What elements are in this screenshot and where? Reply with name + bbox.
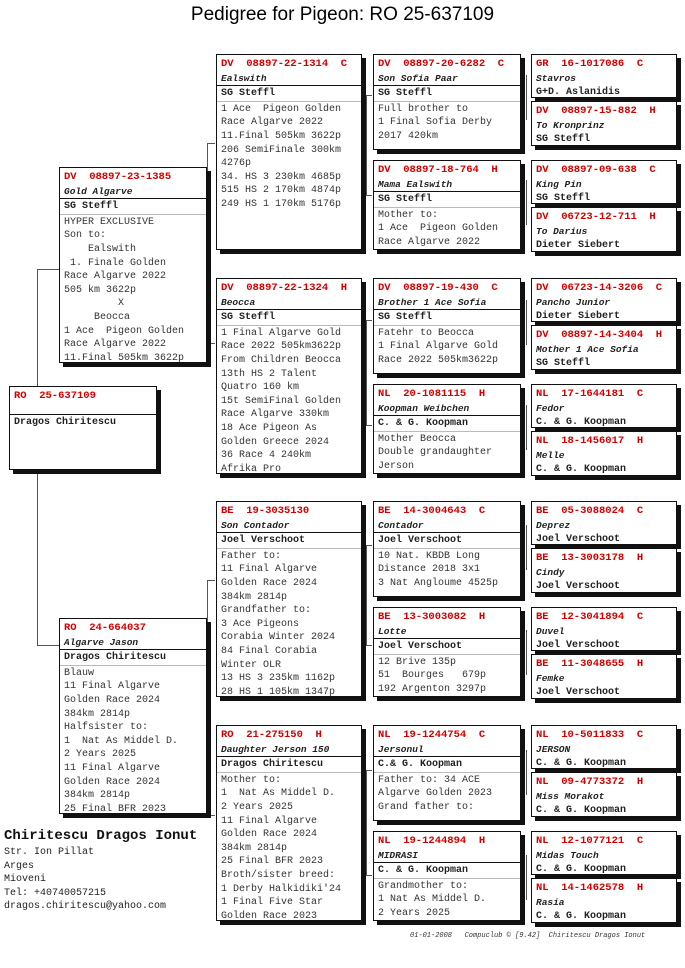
- connector: [526, 750, 527, 795]
- great-grandparent-card[interactable]: [373, 725, 521, 821]
- owner-name: Dragos Chiritescu: [10, 414, 156, 430]
- granddam-maternal-card[interactable]: [216, 725, 362, 921]
- owner-name: Joel Verschoot: [536, 687, 621, 699]
- ring-number: DV 08897-15-882 H: [536, 105, 656, 117]
- pigeon-name: Son Sofia Paar: [374, 72, 520, 87]
- ring-number: NL 18-1456017 H: [536, 435, 644, 447]
- breeder-email[interactable]: dragos.chiritescu@yahoo.com: [4, 901, 167, 913]
- owner-name: SG Steffl: [217, 310, 361, 326]
- ring-number: NL 19-1244894 H: [378, 835, 486, 847]
- connector: [366, 875, 372, 876]
- subject-card[interactable]: [9, 386, 157, 470]
- owner-name: G+D. Aslanidis: [536, 87, 621, 98]
- ancestor-card[interactable]: [531, 725, 677, 769]
- connector: [366, 95, 372, 96]
- owner-name: C. & G. Koopman: [374, 416, 520, 432]
- breeder-county: Arges: [4, 860, 35, 872]
- ring-number: BE 19-3035130: [221, 505, 310, 517]
- connector: [207, 343, 215, 344]
- granddam-paternal-card[interactable]: [216, 278, 362, 474]
- owner-name: SG Steffl: [374, 310, 520, 326]
- pigeon-notes: Fatehr to Beocca 1 Final Algarve Gold Race 2022 505km3622p: [378, 327, 499, 366]
- pigeon-notes: Mother to: 1 Ace Pigeon Golden Race Algarve 2022: [378, 209, 499, 248]
- ring-number: DV 08897-23-1385: [64, 171, 172, 183]
- connector: [526, 75, 527, 120]
- ring-number: NL 12-1077121 C: [536, 835, 644, 847]
- owner-name: SG Steffl: [217, 86, 361, 102]
- pigeon-name: To Kronprinz: [536, 119, 605, 131]
- great-grandparent-card[interactable]: [373, 384, 521, 474]
- ring-number: BE 12-3041894 C: [536, 611, 644, 623]
- pigeon-name: Rasia: [536, 896, 565, 908]
- pigeon-notes: HYPER EXCLUSIVE Son to: Ealswith 1. Finale Golden Race Algarve 2022 505 km 3622p X Beocca 1 Ace Pigeon Golden Race Algarve 2022 11.Final 505km 3622p: [64, 216, 185, 363]
- pigeon-name: Daughter Jerson 150: [217, 743, 361, 758]
- pigeon-name: Miss Morakot: [536, 790, 605, 802]
- owner-name: Joel Verschoot: [374, 533, 520, 549]
- ancestor-card[interactable]: [531, 160, 677, 204]
- owner-name: C. & G. Koopman: [536, 417, 627, 428]
- ring-number: DV 08897-14-3404 H: [536, 329, 663, 341]
- pigeon-name: Pancho Junior: [536, 296, 611, 308]
- connector: [366, 320, 367, 425]
- great-grandparent-card[interactable]: [373, 54, 521, 150]
- ring-number: DV 06723-12-711 H: [536, 211, 656, 223]
- ring-number: NL 09-4773372 H: [536, 776, 644, 788]
- pigeon-notes: 1 Final Algarve Gold Race 2022 505km3622p From Children Beocca 13th HS 2 Talent Quatro 160 km 15t SemiFinal Golden Race Algarve 330km 18 Ace Pigeon As Golden Greece 2024 36 Race 4 240km Afrika Pro: [221, 327, 342, 474]
- great-grandparent-card[interactable]: [373, 278, 521, 374]
- pigeon-name: Ealswith: [217, 72, 361, 87]
- great-grandparent-card[interactable]: [373, 607, 521, 697]
- breeder-phone: Tel: +40740057215: [4, 887, 107, 899]
- ring-number: NL 20-1081115 H: [378, 388, 486, 400]
- grandsire-paternal-card[interactable]: [216, 54, 362, 250]
- footer-credits: 01-01-2008 Compuclub © [9.42] Chiritescu Dragos Ionut: [410, 932, 646, 940]
- ring-number: DV 08897-20-6282 C: [378, 58, 505, 70]
- owner-name: C. & G. Koopman: [536, 805, 627, 817]
- pigeon-name: To Darius: [536, 225, 588, 237]
- great-grandparent-card[interactable]: [373, 831, 521, 921]
- ancestor-card[interactable]: [531, 654, 677, 699]
- pigeon-notes: Grandmother to: 1 Nat As Middel D. 2 Years 2025: [378, 880, 487, 919]
- connector: [366, 770, 367, 875]
- pigeon-notes: Mother to: 1 Nat As Middel D. 2 Years 2025 11 Final Algarve Golden Race 2024 384km 2814p 25 Final BFR 2023 Broth/sister breed: 1 Derby Halkidiki'24 1 Final Five Star Golden Race 2023: [221, 774, 342, 921]
- owner-name: Joel Verschoot: [217, 533, 361, 549]
- ancestor-card[interactable]: [531, 101, 677, 146]
- ring-number: DV 08897-22-1324 H: [221, 282, 348, 294]
- ancestor-card[interactable]: [531, 384, 677, 428]
- owner-name: SG Steffl: [374, 192, 520, 208]
- pigeon-name: Contador: [374, 519, 520, 534]
- pigeon-name: Fedor: [536, 402, 565, 414]
- owner-name: C. & G. Koopman: [536, 911, 627, 923]
- pigeon-name: King Pin: [536, 178, 582, 190]
- connector: [207, 143, 215, 144]
- ancestor-card[interactable]: [531, 54, 677, 98]
- pigeon-name: Gold Algarve: [60, 185, 206, 200]
- pigeon-name: Son Contador: [217, 519, 361, 534]
- pigeon-name: Algarve Jason: [60, 636, 206, 651]
- ring-number: BE 11-3048655 H: [536, 658, 644, 670]
- connector: [207, 580, 208, 815]
- connector: [37, 645, 59, 646]
- connector: [366, 545, 372, 546]
- pigeon-name: Mother 1 Ace Sofia: [536, 343, 639, 355]
- ancestor-card[interactable]: [531, 278, 677, 322]
- ring-number: DV 08897-22-1314 C: [221, 58, 348, 70]
- owner-name: C. & G. Koopman: [536, 758, 627, 769]
- pigeon-name: Melle: [536, 449, 565, 461]
- ring-number: BE 05-3088024 C: [536, 505, 644, 517]
- connector: [366, 425, 372, 426]
- ring-number: NL 19-1244754 C: [378, 729, 486, 741]
- connector: [526, 525, 527, 570]
- pigeon-name: Lotte: [374, 625, 520, 640]
- owner-name: Joel Verschoot: [374, 639, 520, 655]
- ring-number: DV 08897-19-430 C: [378, 282, 498, 294]
- connector: [207, 815, 215, 816]
- pigeon-name: Mama Ealswith: [374, 178, 520, 193]
- pigeon-notes: Blauw 11 Final Algarve Golden Race 2024 384km 2814p Halfsister to: 1 Nat As Middel D. 2 Years 2025 11 Final Algarve Golden Race 2024 384km 2814p 25 Final BFR 2023: [64, 667, 179, 814]
- owner-name: Dragos Chiritescu: [60, 650, 206, 666]
- connector: [366, 95, 367, 195]
- dam-card[interactable]: [59, 618, 207, 814]
- ancestor-card[interactable]: [531, 431, 677, 476]
- pigeon-name: MIDRASI: [374, 849, 520, 864]
- pigeon-notes: 12 Brive 135p 51 Bourges 679p 192 Argenton 3297p: [378, 656, 487, 695]
- connector: [526, 300, 527, 345]
- connector: [366, 195, 372, 196]
- owner-name: C. & G. Koopman: [536, 464, 627, 476]
- pigeon-name: Stavros: [536, 72, 576, 84]
- ring-number: NL 17-1644181 C: [536, 388, 644, 400]
- sire-card[interactable]: [59, 167, 207, 363]
- ring-number: RO 24-664037: [64, 622, 146, 634]
- breeder-name: Chiritescu Dragos Ionut: [4, 828, 198, 844]
- owner-name: SG Steffl: [374, 86, 520, 102]
- connector: [526, 405, 527, 450]
- connector: [366, 545, 367, 645]
- ring-number: BE 13-3003178 H: [536, 552, 644, 564]
- connector: [207, 143, 208, 343]
- connector: [366, 770, 372, 771]
- pigeon-notes: Mother Beocca Double grandaughter Jerson: [378, 433, 493, 472]
- ring-number: DV 08897-18-764 H: [378, 164, 498, 176]
- owner-name: Joel Verschoot: [536, 534, 621, 545]
- ancestor-card[interactable]: [531, 325, 677, 370]
- ancestor-card[interactable]: [531, 207, 677, 252]
- ring-number: NL 14-1462578 H: [536, 882, 644, 894]
- pigeon-name: Midas Touch: [536, 849, 599, 861]
- ancestor-card[interactable]: [531, 878, 677, 923]
- connector: [207, 580, 215, 581]
- breeder-street: Str. Ion Pillat: [4, 847, 95, 858]
- pigeon-name: Beocca: [217, 296, 361, 311]
- breeder-city: Mioveni: [4, 874, 47, 886]
- ring-number: BE 13-3003082 H: [378, 611, 486, 623]
- great-grandparent-card[interactable]: [373, 501, 521, 597]
- ancestor-card[interactable]: [531, 548, 677, 593]
- pigeon-name: Duvel: [536, 625, 565, 637]
- ring-number: BE 14-3004643 C: [378, 505, 486, 517]
- pigeon-notes: Full brother to 1 Final Sofia Derby 2017 420km: [378, 103, 493, 142]
- ring-number: RO 25-637109: [14, 390, 96, 402]
- pigeon-name: Deprez: [536, 519, 571, 531]
- connector: [526, 630, 527, 675]
- connector: [37, 269, 38, 386]
- pigeon-name: Jersonul: [374, 743, 520, 758]
- owner-name: SG Steffl: [536, 134, 591, 146]
- owner-name: Joel Verschoot: [536, 581, 621, 593]
- breeder-contact: [4, 826, 197, 914]
- connector: [366, 320, 372, 321]
- pigeon-notes: 10 Nat. KBDB Long Distance 2018 3x1 3 Nat Angloume 4525p: [378, 550, 499, 589]
- owner-name: C.& G. Koopman: [374, 757, 520, 773]
- ancestor-card[interactable]: [531, 772, 677, 817]
- owner-name: C. & G. Koopman: [536, 864, 627, 875]
- pigeon-notes: 1 Ace Pigeon Golden Race Algarve 2022 11.Final 505km 3622p 206 SemiFinale 300km 4276p 34. HS 3 230km 4685p 515 HS 2 170km 4874p 249 HS 1 170km 5176p: [221, 103, 342, 210]
- connector: [526, 180, 527, 225]
- ring-number: DV 08897-09-638 C: [536, 164, 656, 176]
- connector: [37, 269, 59, 270]
- pigeon-name: Cindy: [536, 566, 565, 578]
- owner-name: SG Steffl: [536, 193, 591, 204]
- great-grandparent-card[interactable]: [373, 160, 521, 250]
- ring-number: DV 06723-14-3206 C: [536, 282, 663, 294]
- page-title: Pedigree for Pigeon: RO 25-637109: [190, 4, 495, 25]
- connector: [526, 855, 527, 900]
- pigeon-name: Femke: [536, 672, 565, 684]
- owner-name: Dieter Siebert: [536, 311, 621, 322]
- owner-name: Dieter Siebert: [536, 240, 621, 252]
- grandsire-maternal-card[interactable]: [216, 501, 362, 697]
- pigeon-name: Brother 1 Ace Sofia: [374, 296, 520, 311]
- ring-number: RO 21-275150 H: [221, 729, 322, 741]
- pigeon-notes: Father to: 34 ACE Algarve Golden 2023 Grand father to:: [378, 774, 493, 813]
- ring-number: GR 16-1017086 C: [536, 58, 644, 70]
- pigeon-name: Koopman Weibchen: [374, 402, 520, 417]
- ring-number: NL 10-5011833 C: [536, 729, 644, 741]
- ancestor-card[interactable]: [531, 501, 677, 545]
- connector: [37, 470, 38, 645]
- owner-name: Joel Verschoot: [536, 640, 621, 651]
- ancestor-card[interactable]: [531, 831, 677, 875]
- owner-name: Dragos Chiritescu: [217, 757, 361, 773]
- pigeon-notes: Father to: 11 Final Algarve Golden Race 2024 384km 2814p Grandfather to: 3 Ace Pigeons Corabia Winter 2024 84 Final Corabia Winter OLR 13 HS 3 235km 1162p 28 HS 1 105km 1347p: [221, 550, 336, 697]
- owner-name: SG Steffl: [536, 358, 591, 370]
- owner-name: C. & G. Koopman: [374, 863, 520, 879]
- ancestor-card[interactable]: [531, 607, 677, 651]
- owner-name: SG Steffl: [60, 199, 206, 215]
- pigeon-name: JERSON: [536, 743, 571, 755]
- connector: [366, 645, 372, 646]
